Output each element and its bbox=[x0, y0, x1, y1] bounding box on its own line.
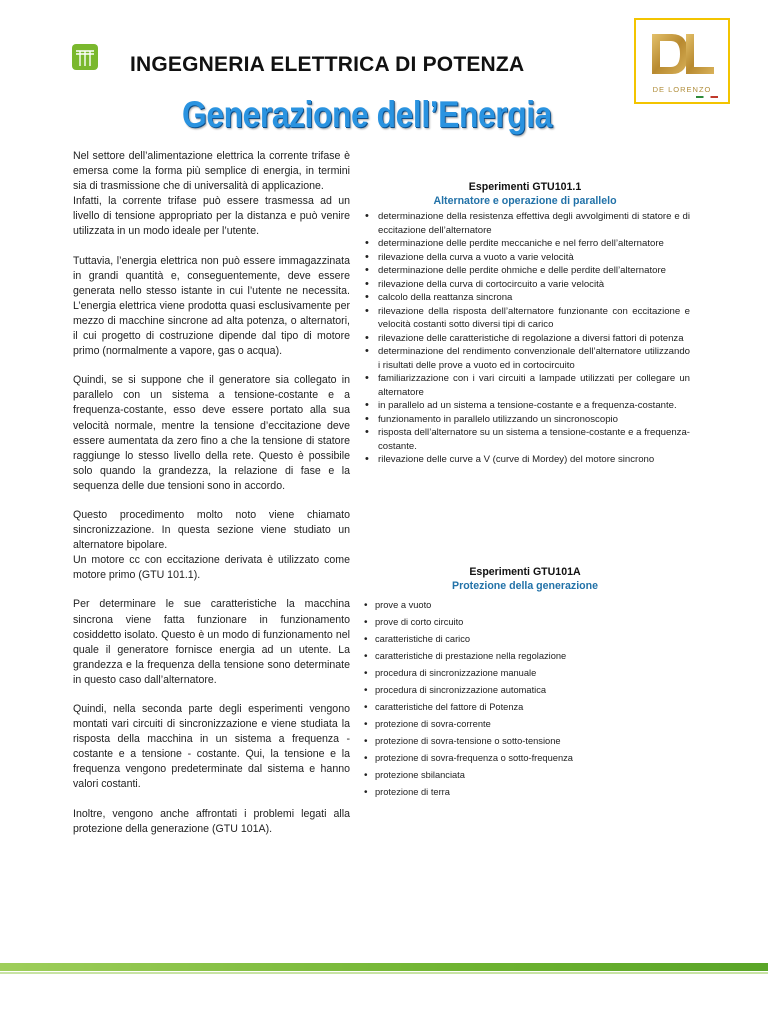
list-item: • in parallelo ad un sistema a tensione-costante e a frequenza-costante. bbox=[378, 399, 690, 413]
header-title: INGEGNERIA ELETTRICA DI POTENZA bbox=[130, 53, 525, 76]
intro-paragraph: Infatti, la corrente trifase può essere trasmessa ad un livello di tensione appropriato per la distanza e può venire utilizzata in un modo ideale per l’utente. bbox=[73, 195, 350, 238]
list-item: • protezione di terra bbox=[375, 784, 690, 801]
list-item: • rilevazione della risposta dell’alternatore funzionante con eccitazione e velocità costanti sotto diversi tipi di carico bbox=[378, 305, 690, 332]
experiments-subheading: Protezione della generazione bbox=[452, 580, 598, 592]
list-item: • protezione di sovra-tensione o sotto-tensione bbox=[375, 733, 690, 750]
list-item: • rilevazione della curva di cortocircuito a varie velocità bbox=[378, 278, 690, 292]
intro-paragraph: Un motore cc con eccitazione derivata è utilizzato come motore primo (GTU 101.1). bbox=[73, 554, 350, 582]
experiments-subheading: Alternatore e operazione di parallelo bbox=[433, 195, 617, 207]
list-item: • funzionamento in parallelo utilizzando un sincronoscopio bbox=[378, 413, 690, 427]
list-item: • determinazione della resistenza effettiva degli avvolgimenti di statore e di eccitazione dell’alternatore bbox=[378, 210, 690, 237]
de-lorenzo-logo bbox=[634, 18, 730, 104]
brand-name: DE LORENZO bbox=[652, 85, 712, 94]
list-item: • procedura di sincronizzazione automatica bbox=[375, 682, 690, 699]
list-item: • prove a vuoto bbox=[375, 597, 690, 614]
footer-green-bar bbox=[0, 963, 768, 971]
list-item: • rilevazione della curva a vuoto a varie velocità bbox=[378, 251, 690, 265]
italian-flag-stripe bbox=[696, 96, 718, 98]
intro-paragraph: Questo procedimento molto noto viene chiamato sincronizzazione. In questa sezione viene studiato un alternatore bipolare. bbox=[73, 508, 350, 552]
list-item: • protezione di sovra-corrente bbox=[375, 716, 690, 733]
list-item: • caratteristiche del fattore di Potenza bbox=[375, 699, 690, 716]
list-item: • rilevazione delle curve a V (curve di Mordey) del motore sincrono bbox=[378, 453, 690, 467]
experiments-list bbox=[360, 210, 690, 467]
experiments-heading: Esperimenti GTU101A bbox=[469, 566, 581, 578]
list-item: • prove di corto circuito bbox=[375, 614, 690, 631]
intro-paragraph: Quindi, se si suppone che il generatore sia collegato in parallelo con un sistema a tensione-costante e a frequenza-costante, esso deve essere portato alla sua velocità normale, mentre la tensione d’eccitazione deve essere aumentata da zero fino a che la tensione di statore raggiunge lo stesso livello della rete. Questo è possibile solo quando la grandezza, la relazione di fase e la sequenza delle due tensioni sono in accordo. bbox=[73, 374, 350, 492]
list-item: • caratteristiche di carico bbox=[375, 631, 690, 648]
page-title: Generazione dell’Energia bbox=[182, 94, 552, 135]
list-item: • risposta dell’alternatore su un sistema a tensione-costante e a frequenza-costante. bbox=[378, 426, 690, 453]
experiments-gtu101a bbox=[360, 565, 690, 801]
list-item: • protezione di sovra-frequenza o sotto-frequenza bbox=[375, 750, 690, 767]
list-item: • protezione sbilanciata bbox=[375, 767, 690, 784]
intro-paragraph: Inoltre, vengono anche affrontati i problemi legati alla protezione della generazione (GTU 101A). bbox=[73, 807, 350, 835]
intro-paragraph: Quindi, nella seconda parte degli esperimenti vengono montati vari circuiti di sincronizzazione e viene studiata la risposta della macchina in un sistema a frequenza - costante e a tensione - costante. Qui, la tensione e la frequenza vengono predeterminate dal sistema e hanno valori costanti. bbox=[73, 703, 350, 791]
list-item: • caratteristiche di prestazione nella regolazione bbox=[375, 648, 690, 665]
experiments-list bbox=[360, 597, 690, 801]
intro-paragraph: Nel settore dell’alimentazione elettrica la corrente trifase è emersa come la forma più semplice di energia, in termini sia di trasmissione che di universalità di applicazione. bbox=[73, 150, 350, 193]
list-item: • determinazione delle perdite ohmiche e delle perdite dell’alternatore bbox=[378, 264, 690, 278]
intro-text bbox=[73, 149, 350, 851]
list-item: • determinazione delle perdite meccaniche e nel ferro dell’alternatore bbox=[378, 237, 690, 251]
list-item: • rilevazione delle caratteristiche di regolazione a diversi fattori di potenza bbox=[378, 332, 690, 346]
list-item: • calcolo della reattanza sincrona bbox=[378, 291, 690, 305]
experiments-heading: Esperimenti GTU101.1 bbox=[468, 181, 582, 193]
power-pylon-icon bbox=[72, 44, 98, 70]
experiments-gtu101-1 bbox=[360, 180, 690, 467]
list-item: • familiarizzazione con i vari circuiti a lampade utilizzati per collegare un alternatore bbox=[378, 372, 690, 399]
intro-paragraph: Tuttavia, l’energia elettrica non può essere immagazzinata in grandi quantità e, conseguentemente, deve essere generata nello stesso istante in cui l’utente ne necessita. L’energia elettrica viene prodotta quasi esclusivamente per mezzo di macchine sincrone ad alta potenza, o alternatori, il cui progetto di costruzione dipende dal tipo di motore primo (normalmente a vapore, gas o acqua). bbox=[73, 254, 350, 358]
dl-monogram-icon bbox=[648, 30, 718, 78]
list-item: • procedura di sincronizzazione manuale bbox=[375, 665, 690, 682]
footer-divider bbox=[0, 972, 768, 974]
intro-paragraph: Per determinare le sue caratteristiche la macchina sincrona viene fatta funzionare in funzionamento cosiddetto isolato. Questo è un modo di funzionamento nel quale il generatore fornisce energia ad un utente. La grandezza e la frequenza della tensione sono determinate in questo caso dall’alternatore. bbox=[73, 598, 350, 686]
list-item: • determinazione del rendimento convenzionale dell’alternatore utilizzando i risultati delle prove a vuoto ed in cortocircuito bbox=[378, 345, 690, 372]
